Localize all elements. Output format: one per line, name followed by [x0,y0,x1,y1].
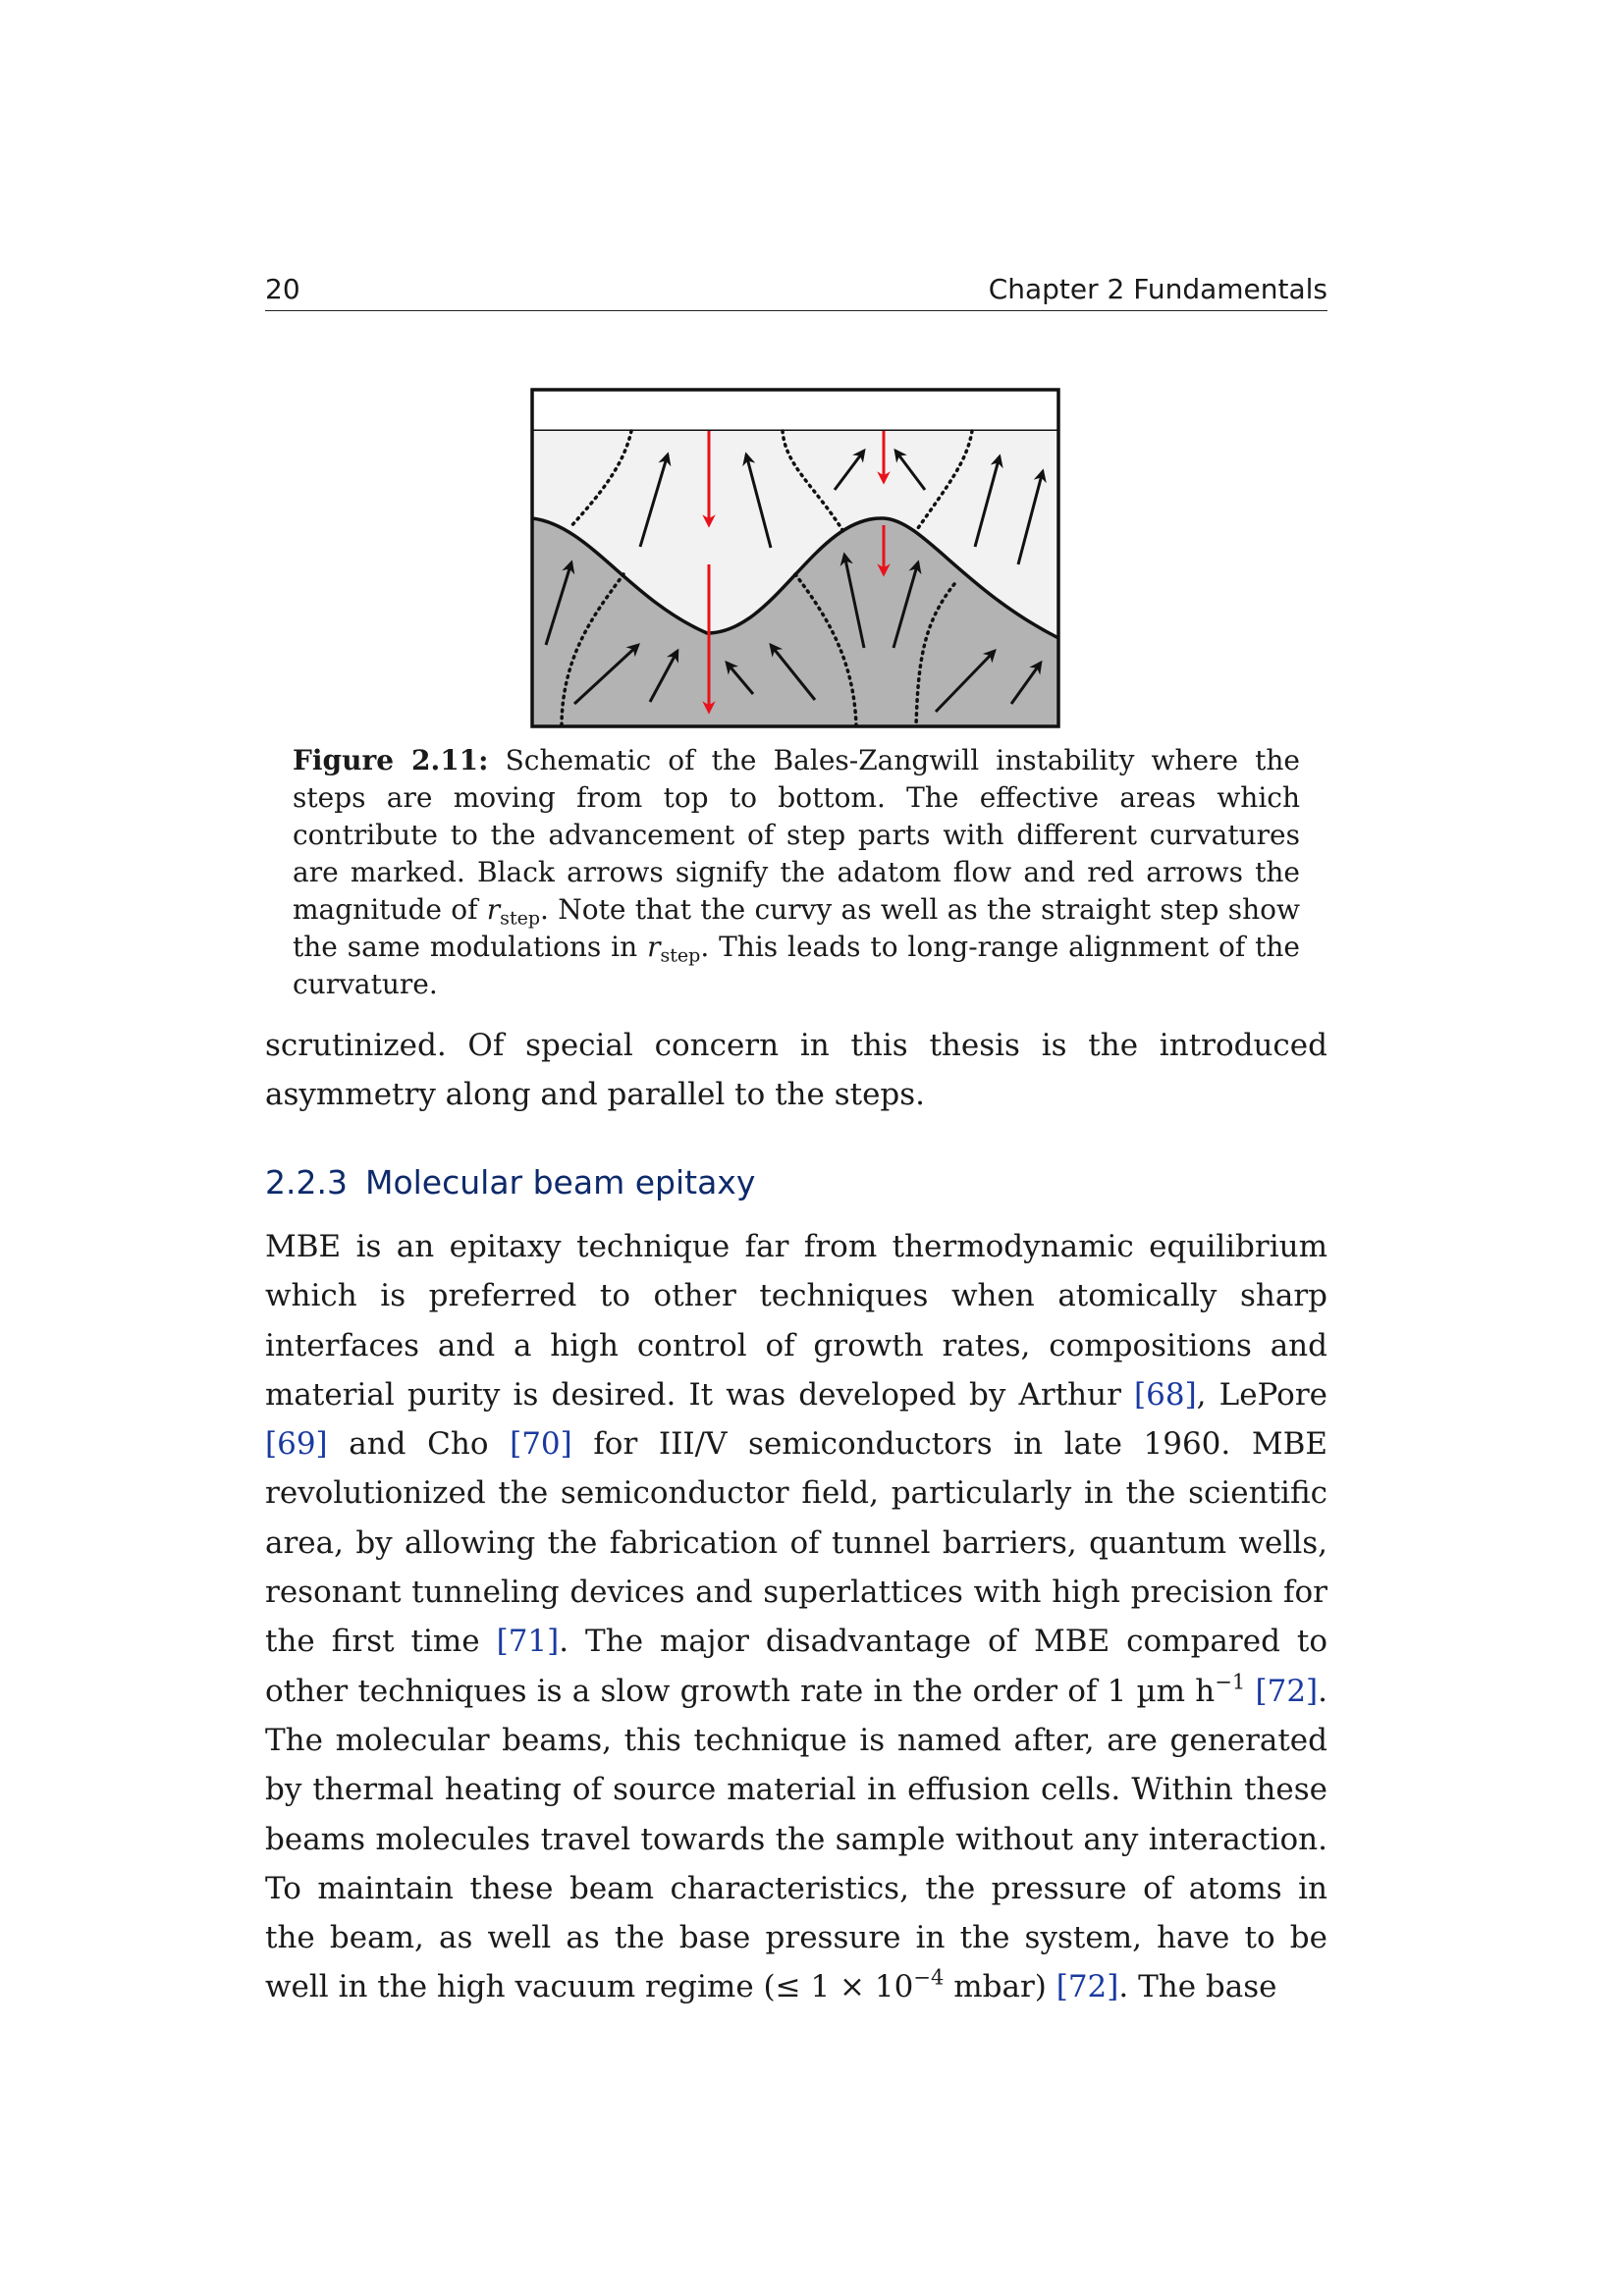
r-symbol: r [647,931,661,963]
text-run: mbar) [944,1969,1056,2005]
step-subscript: step [500,907,541,930]
figure-schematic [530,388,1060,728]
text-run: for III/V semiconductors in late 1960. MBE revolutionized the semiconductor field, particularly in the scientific area, by allowing the fabrication of tunnel barriers, quantum wells, resonant tunneling devices and superlattices with high precision for the first time [265,1426,1328,1660]
paragraph-continued: scrutinized. Of special concern in this thesis is the introduced asymmetry along and parallel to the steps. [265,1028,1327,1113]
caption-text-3: . This leads to long-range alignment of the curvature. [293,931,1300,1000]
text-run: . The major disadvantage of MBE compared to other techniques is a slow growth rate in the order of 1 µm h [265,1624,1327,1709]
section-title: Molecular beam epitaxy [364,1163,756,1201]
r-symbol: r [486,893,501,926]
citation-link[interactable]: [68] [1134,1376,1197,1413]
exponent: −1 [1215,1669,1246,1694]
figure-bales-zangwill [530,388,1060,728]
running-title: Chapter 2 Fundamentals [988,273,1327,305]
citation-link[interactable]: [70] [510,1426,572,1463]
text-run: . The molecular beams, this technique is named after, are generated by thermal heating of source material in effusion cells. Within these beams molecules travel towards the sample without any interaction. To maintain these beam characteristics, the pressure of atoms in the beam, as well as the base pressure in the system, have to be well in the high vacuum regime (≤ 1 × 10 [265,1673,1328,2005]
paragraph-mbe [265,1222,1327,2012]
citation-link[interactable]: [71] [496,1624,560,1660]
text-run: . The base [1118,1969,1277,2005]
section-number: 2.2.3 [265,1163,348,1201]
step-subscript: step [660,944,701,967]
exponent: −4 [913,1964,945,1990]
running-header [265,271,1327,311]
page-number: 20 [265,273,300,305]
caption-text-2: . Note that the curvy as well as the straight step show the same modulations in [293,893,1300,963]
straight-step-bar [532,390,1058,431]
citation-link[interactable]: [72] [1056,1969,1119,2005]
section-heading [265,1163,755,1201]
caption-text-1: Schematic of the Bales-Zangwill instability where the steps are moving from top to bottom. The effective areas which contribute to the advancement of step parts with different curvatures are marked. Black arrows signify the adatom flow and red arrows the magnitude of [293,744,1300,926]
figure-caption [293,742,1300,1003]
caption-label: Figure 2.11: [293,744,489,776]
text-run: and Cho [327,1426,511,1463]
text-run: MBE is an epitaxy technique far from thermodynamic equilibrium which is preferred to other techniques when atomically sharp interfaces and a high control of growth rates, compositions and material purity is desired. It was developed by Arthur [265,1229,1327,1413]
citation-link[interactable]: [72] [1255,1673,1319,1709]
citation-link[interactable]: [69] [265,1426,328,1463]
text-run: , LePore [1196,1376,1327,1413]
